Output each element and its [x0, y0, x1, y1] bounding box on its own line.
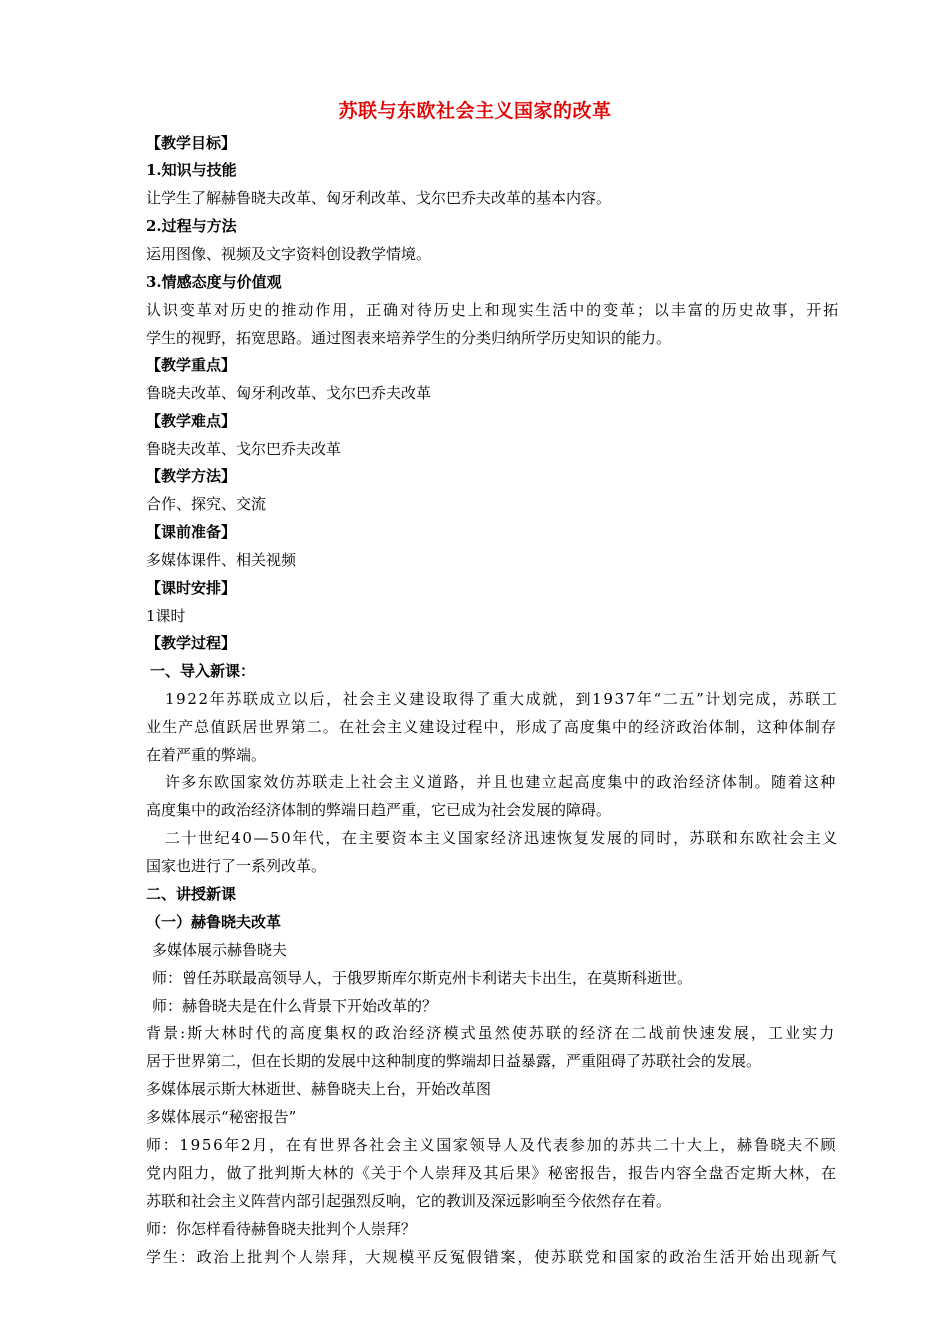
body-text-line: 在着严重的弊端。: [146, 746, 267, 764]
body-text-line: 师：曾任苏联最高领导人，于俄罗斯库尔斯克州卡利诺夫卡出生，在莫斯科逝世。: [152, 969, 693, 987]
body-text-line: 师：你怎样看待赫鲁晓夫批判个人崇拜？: [146, 1220, 417, 1238]
body-text-line: 高度集中的政治经济体制的弊端日趋严重，它已成为社会发展的障碍。: [146, 801, 612, 819]
body-text-line: 多媒体课件、相关视频: [146, 551, 297, 569]
section-heading: 【教学过程】: [146, 634, 237, 652]
body-text-line: 党内阻力，做了批判斯大林的《关于个人崇拜及其后果》秘密报告，报告内容全盘否定斯大林，在: [146, 1164, 838, 1182]
section-heading: 1.知识与技能: [146, 161, 237, 179]
body-text-line: 鲁晓夫改革、戈尔巴乔夫改革: [146, 440, 342, 458]
body-text-line: 多媒体展示斯大林逝世、赫鲁晓夫上台，开始改革图: [146, 1080, 492, 1098]
body-text-line: 许多东欧国家效仿苏联走上社会主义道路，并且也建立起高度集中的政治经济体制。随着这种: [165, 773, 837, 791]
body-text-line: 让学生了解赫鲁晓夫改革、匈牙利改革、戈尔巴乔夫改革的基本内容。: [146, 189, 612, 207]
body-text-line: 背景:斯大林时代的高度集权的政治经济模式虽然使苏联的经济在二战前快速发展，工业实力: [146, 1024, 837, 1042]
document-title: 苏联与东欧社会主义国家的改革: [338, 100, 612, 122]
body-text-line: 1922年苏联成立以后，社会主义建设取得了重大成就，到1937年“二五”计划完成，苏联工: [165, 690, 839, 708]
body-text-line: 1课时: [146, 607, 186, 625]
body-text-line: 运用图像、视频及文字资料创设教学情境。: [146, 245, 432, 263]
section-heading: 2.过程与方法: [146, 217, 237, 235]
section-heading: 二、讲授新课: [146, 885, 237, 903]
body-text-line: 认识变革对历史的推动作用，正确对待历史上和现实生活中的变革；以丰富的历史故事，开拓: [146, 301, 841, 319]
body-text-line: 国家也进行了一系列改革。: [146, 857, 327, 875]
body-text-line: 合作、探究、交流: [146, 495, 267, 513]
body-text-line: 业生产总值跃居世界第二。在社会主义建设过程中，形成了高度集中的经济政治体制，这种体制存: [146, 718, 838, 736]
body-text-line: 师：1956年2月，在有世界各社会主义国家领导人及代表参加的苏共二十大上，赫鲁晓夫不顾: [146, 1136, 838, 1154]
section-heading: （一）赫鲁晓夫改革: [146, 913, 282, 931]
section-heading: 3.情感态度与价值观: [146, 273, 282, 291]
section-heading: 【课时安排】: [146, 579, 237, 597]
body-text-line: 多媒体展示“秘密报告”: [146, 1108, 297, 1126]
section-heading: 【教学难点】: [146, 412, 237, 430]
body-text-line: 师：赫鲁晓夫是在什么背景下开始改革的？: [152, 997, 438, 1015]
body-text-line: 学生的视野，拓宽思路。通过图表来培养学生的分类归纳所学历史知识的能力。: [146, 329, 672, 347]
section-heading: 【教学目标】: [146, 134, 237, 152]
section-heading: 【教学方法】: [146, 467, 237, 485]
section-heading: 一、导入新课：: [150, 662, 256, 680]
body-text-line: 居于世界第二，但在长期的发展中这种制度的弊端却日益暴露，严重阻碍了苏联社会的发展。: [146, 1052, 762, 1070]
body-text-line: 学生：政治上批判个人崇拜，大规模平反冤假错案，使苏联党和国家的政治生活开始出现新气: [146, 1248, 839, 1266]
section-heading: 【课前准备】: [146, 523, 237, 541]
body-text-line: 二十世纪40—50年代，在主要资本主义国家经济迅速恢复发展的同时，苏联和东欧社会主义: [165, 829, 839, 847]
section-heading: 【教学重点】: [146, 356, 237, 374]
body-text-line: 鲁晓夫改革、匈牙利改革、戈尔巴乔夫改革: [146, 384, 432, 402]
body-text-line: 多媒体展示赫鲁晓夫: [152, 941, 288, 959]
body-text-line: 苏联和社会主义阵营内部引起强烈反响，它的教训及深远影响至今依然存在着。: [146, 1192, 672, 1210]
